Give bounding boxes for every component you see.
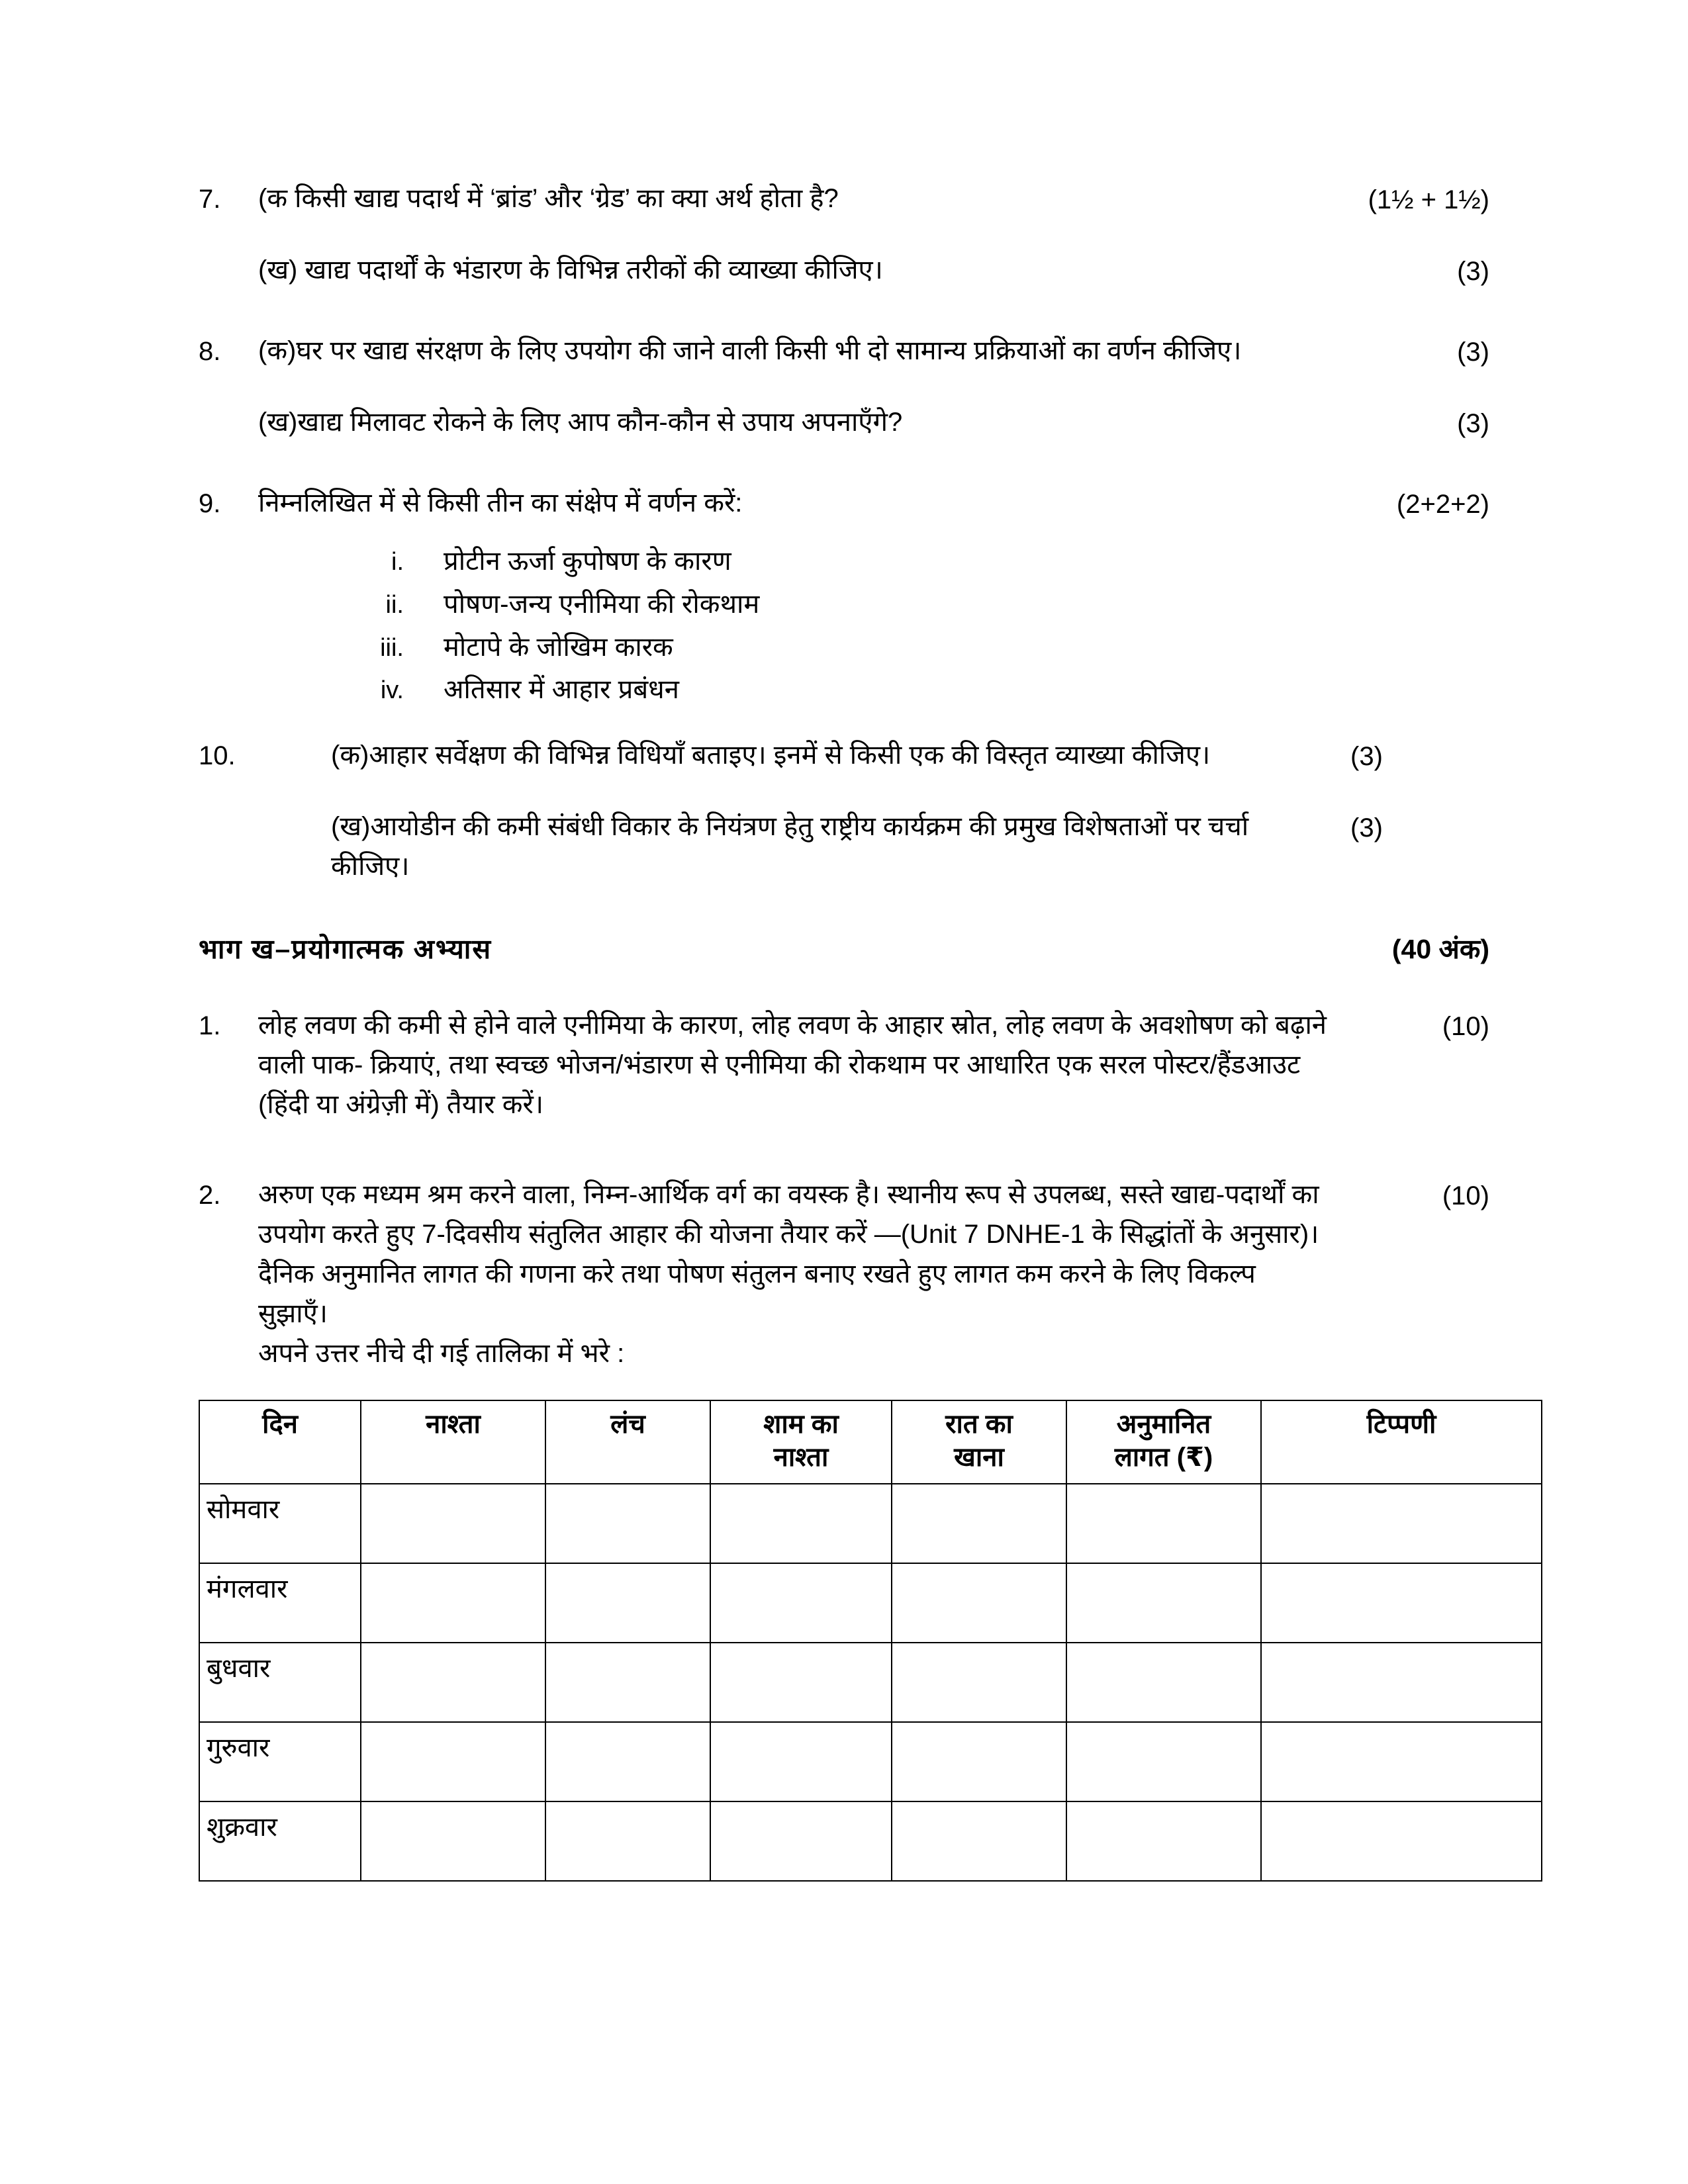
table-row bbox=[199, 1801, 1542, 1881]
part-label: (ख) bbox=[331, 812, 371, 842]
header-line: रात का bbox=[945, 1410, 1013, 1439]
cell-breakfast[interactable] bbox=[361, 1722, 545, 1801]
question-marks: (3) bbox=[1457, 257, 1489, 286]
part-b-question-1 bbox=[199, 1005, 1489, 1124]
cell-dinner[interactable] bbox=[892, 1722, 1066, 1801]
cell-remark[interactable] bbox=[1261, 1563, 1542, 1643]
cell-day: बुधवार bbox=[199, 1643, 361, 1722]
cell-lunch[interactable] bbox=[545, 1643, 710, 1722]
part-label: (क bbox=[258, 184, 288, 213]
cell-cost[interactable] bbox=[1066, 1801, 1261, 1881]
question-marks: (2+2+2) bbox=[1396, 490, 1489, 519]
question-marks: (3) bbox=[1457, 409, 1489, 438]
column-header-dinner bbox=[892, 1400, 1066, 1484]
table-header-row bbox=[199, 1400, 1542, 1484]
cell-dinner[interactable] bbox=[892, 1484, 1066, 1563]
part-b-title: भाग ख–प्रयोगात्मक अभ्यास bbox=[199, 934, 492, 965]
part-text: घर पर खाद्य संरक्षण के लिए उपयोग की जाने वाली किसी भी दो सामान्य प्रक्रियाओं का वर्णन कीजिए। bbox=[296, 336, 1242, 365]
question-marks: (3) bbox=[1350, 742, 1383, 772]
cell-breakfast[interactable] bbox=[361, 1801, 545, 1881]
cell-remark[interactable] bbox=[1261, 1484, 1542, 1563]
question-number: 1. bbox=[199, 1011, 221, 1041]
question-number: 2. bbox=[199, 1181, 221, 1210]
part-text: आयोडीन की कमी संबंधी विकार के नियंत्रण हेतु राष्ट्रीय कार्यक्रम की प्रमुख विशेषताओं पर चर्चा कीजिए। bbox=[331, 812, 1249, 882]
list-item bbox=[344, 541, 1489, 582]
cell-cost[interactable] bbox=[1066, 1563, 1261, 1643]
cell-dinner[interactable] bbox=[892, 1643, 1066, 1722]
part-b-marks: (40 अंक) bbox=[1391, 934, 1489, 965]
question-7-part-b bbox=[199, 250, 1489, 291]
part-text: किसी खाद्य पदार्थ में ‘ब्रांड’ और ‘ग्रेड’ का क्या अर्थ होता है? bbox=[287, 184, 839, 213]
table-row bbox=[199, 1722, 1542, 1801]
part-text: खाद्य पदार्थों के भंडारण के विभिन्न तरीकों की व्याख्या कीजिए। bbox=[297, 255, 883, 285]
cell-lunch[interactable] bbox=[545, 1801, 710, 1881]
part-b-question-2 bbox=[199, 1175, 1489, 1373]
column-header-evening-snack bbox=[710, 1400, 892, 1484]
question-7-part-a bbox=[199, 179, 1489, 220]
list-item-label: प्रोटीन ऊर्जा कुपोषण के कारण bbox=[444, 547, 731, 576]
question-text bbox=[258, 1175, 1350, 1373]
table-row bbox=[199, 1563, 1542, 1643]
cell-cost[interactable] bbox=[1066, 1643, 1261, 1722]
part-b-heading bbox=[199, 930, 1489, 967]
cell-lunch[interactable] bbox=[545, 1563, 710, 1643]
question-marks: (3) bbox=[1350, 813, 1383, 843]
part-label: (क) bbox=[331, 741, 369, 770]
list-marker: iv. bbox=[380, 676, 404, 705]
question-10-part-a bbox=[199, 735, 1489, 776]
question-text bbox=[258, 331, 1350, 371]
list-marker: i. bbox=[391, 548, 404, 576]
question-text: निम्नलिखित में से किसी तीन का संक्षेप में वर्णन करें: bbox=[258, 488, 743, 518]
cell-remark[interactable] bbox=[1261, 1801, 1542, 1881]
question-number: 9. bbox=[199, 489, 221, 518]
column-header-lunch bbox=[545, 1400, 710, 1484]
cell-breakfast[interactable] bbox=[361, 1563, 545, 1643]
question-10-part-b bbox=[199, 807, 1489, 886]
cell-day: मंगलवार bbox=[199, 1563, 361, 1643]
header-line: लंच bbox=[610, 1410, 645, 1439]
cell-evening-snack[interactable] bbox=[710, 1722, 892, 1801]
cell-breakfast[interactable] bbox=[361, 1484, 545, 1563]
question-marks: (10) bbox=[1442, 1012, 1489, 1042]
cell-cost[interactable] bbox=[1066, 1722, 1261, 1801]
table-row bbox=[199, 1484, 1542, 1563]
cell-breakfast[interactable] bbox=[361, 1643, 545, 1722]
cell-remark[interactable] bbox=[1261, 1643, 1542, 1722]
question-number: 10. bbox=[199, 741, 236, 771]
question-9 bbox=[199, 483, 1489, 524]
list-item bbox=[344, 670, 1489, 710]
part-label: (ख) bbox=[258, 255, 298, 285]
cell-evening-snack[interactable] bbox=[710, 1801, 892, 1881]
part-text: आहार सर्वेक्षण की विभिन्न विधियाँ बताइए। इनमें से किसी एक की विस्तृत व्याख्या कीजिए। bbox=[369, 741, 1211, 770]
cell-day: गुरुवार bbox=[199, 1722, 361, 1801]
table-row bbox=[199, 1643, 1542, 1722]
table-instruction: अपने उत्तर नीचे दी गई तालिका में भरे : bbox=[258, 1339, 625, 1369]
diet-plan-table bbox=[199, 1400, 1542, 1882]
cell-evening-snack[interactable] bbox=[710, 1643, 892, 1722]
column-header-remark bbox=[1261, 1400, 1542, 1484]
question-number: 8. bbox=[199, 337, 221, 366]
header-line: नाश्ता bbox=[426, 1410, 481, 1439]
header-line: खाना bbox=[954, 1443, 1004, 1473]
question-body-text: अरुण एक मध्यम श्रम करने वाला, निम्न-आर्थिक वर्ग का वयस्क है। स्थानीय रूप से उपलब्ध, सस्ते खाद्य-पदार्थों का उपयोग करते हुए 7-दिवसीय संतुलित आहार की योजना तैयार करें —(Unit 7 DNHE-1 के सिद्धांतों के अनुसार)।दैनिक अनुमानित लागत की गणना करे तथा पोषण संतुलन बनाए रखते हुए लागत कम करने के लिए विकल्प सुझाएँ। bbox=[258, 1180, 1319, 1329]
list-item-label: मोटापे के जोखिम कारक bbox=[444, 632, 673, 662]
question-text bbox=[258, 250, 1350, 290]
question-text bbox=[258, 179, 1350, 218]
header-line: दिन bbox=[262, 1410, 298, 1439]
header-line: टिप्पणी bbox=[1366, 1410, 1436, 1439]
question-8-part-b bbox=[199, 402, 1489, 443]
cell-lunch[interactable] bbox=[545, 1484, 710, 1563]
cell-day: सोमवार bbox=[199, 1484, 361, 1563]
cell-dinner[interactable] bbox=[892, 1801, 1066, 1881]
question-9-subitems bbox=[199, 541, 1489, 710]
cell-evening-snack[interactable] bbox=[710, 1484, 892, 1563]
cell-dinner[interactable] bbox=[892, 1563, 1066, 1643]
question-number: 7. bbox=[199, 185, 221, 214]
question-8-part-a bbox=[199, 331, 1489, 372]
column-header-breakfast bbox=[361, 1400, 545, 1484]
list-marker: ii. bbox=[385, 590, 404, 619]
header-line: नाश्ता bbox=[773, 1443, 829, 1473]
question-text: लोह लवण की कमी से होने वाले एनीमिया के कारण, लोह लवण के आहार स्रोत, लोह लवण के अवशोषण को बढ़ाने वाली पाक- क्रियाएं, तथा स्वच्छ भोजन/भंडारण से एनीमिया की रोकथाम पर आधारित एक सरल पोस्टर/हैंडआउट (हिंदी या अंग्रेज़ी में) तैयार करें। bbox=[258, 1011, 1327, 1120]
list-item-label: अतिसार में आहार प्रबंधन bbox=[444, 675, 679, 705]
list-item-label: पोषण-जन्य एनीमिया की रोकथाम bbox=[444, 589, 760, 619]
part-label: (क) bbox=[258, 336, 297, 365]
cell-day: शुक्रवार bbox=[199, 1801, 361, 1881]
question-marks: (1½ + 1½) bbox=[1368, 185, 1489, 214]
part-label: (ख) bbox=[258, 408, 298, 437]
cell-evening-snack[interactable] bbox=[710, 1563, 892, 1643]
question-text bbox=[258, 402, 1350, 442]
cell-cost[interactable] bbox=[1066, 1484, 1261, 1563]
header-line: शाम का bbox=[763, 1410, 839, 1439]
cell-remark[interactable] bbox=[1261, 1722, 1542, 1801]
cell-lunch[interactable] bbox=[545, 1722, 710, 1801]
question-marks: (3) bbox=[1457, 338, 1489, 367]
question-marks: (10) bbox=[1442, 1181, 1489, 1211]
column-header-day bbox=[199, 1400, 361, 1484]
question-text bbox=[331, 735, 1324, 775]
list-marker: iii. bbox=[380, 633, 404, 662]
list-item bbox=[344, 627, 1489, 668]
header-line: लागत (₹) bbox=[1114, 1443, 1213, 1473]
column-header-estimated-cost bbox=[1066, 1400, 1261, 1484]
list-item bbox=[344, 584, 1489, 625]
header-line: अनुमानित bbox=[1116, 1410, 1211, 1439]
question-text bbox=[331, 807, 1324, 886]
part-text: खाद्य मिलावट रोकने के लिए आप कौन-कौन से उपाय अपनाएँगे? bbox=[297, 408, 903, 437]
